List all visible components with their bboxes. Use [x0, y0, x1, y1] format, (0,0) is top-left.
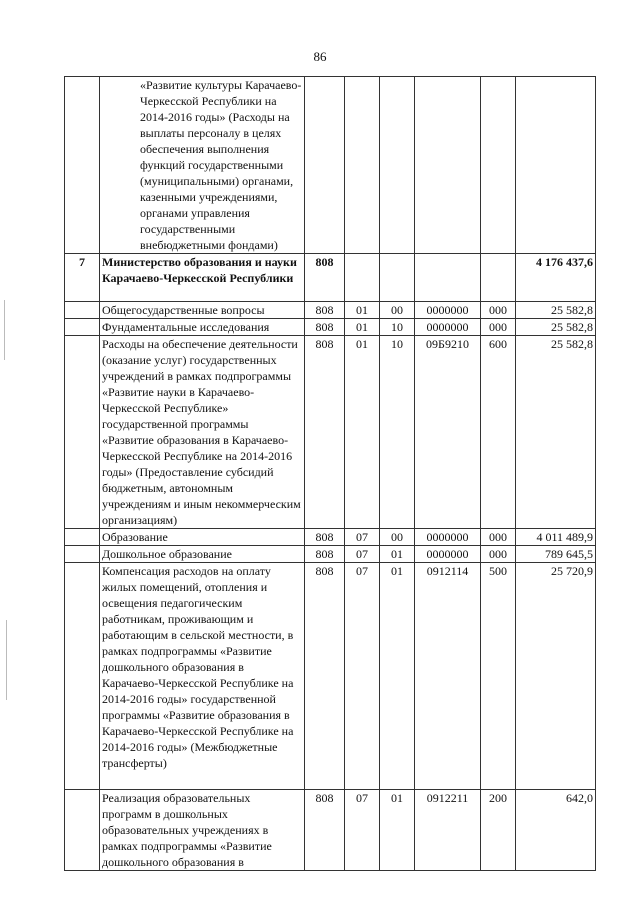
- table-row: [65, 790, 596, 871]
- row-number-cell: [65, 302, 100, 319]
- ministry-cell: [305, 77, 345, 254]
- amount-cell: 642,0: [516, 790, 596, 871]
- section-cell: 07: [345, 546, 380, 563]
- section-cell: 07: [345, 790, 380, 871]
- expense-type-cell: 000: [481, 302, 516, 319]
- amount-cell: 25 582,8: [516, 336, 596, 529]
- row-number-cell: [65, 77, 100, 254]
- table-row: [65, 546, 596, 563]
- table-row: [65, 77, 596, 254]
- page-number: 86: [313, 49, 327, 64]
- amount-cell: 25 582,8: [516, 302, 596, 319]
- expense-name-cell: Министерство образования и науки Карачаево-Черкесской Республики: [100, 254, 305, 302]
- target-article-cell: [415, 77, 481, 254]
- table-row: [65, 302, 596, 319]
- section-cell: 01: [345, 302, 380, 319]
- target-article-cell: [415, 254, 481, 302]
- expense-name-cell: Общегосударственные вопросы: [100, 302, 305, 319]
- table-row: [65, 254, 596, 302]
- target-article-cell: 09Б9210: [415, 336, 481, 529]
- ministry-cell: 808: [305, 254, 345, 302]
- ministry-cell: 808: [305, 302, 345, 319]
- expense-type-cell: [481, 77, 516, 254]
- expense-name-cell: Фундаментальные исследования: [100, 319, 305, 336]
- target-article-cell: 0912114: [415, 563, 481, 790]
- subsection-cell: 01: [380, 563, 415, 790]
- amount-cell: [516, 77, 596, 254]
- ministry-cell: 808: [305, 563, 345, 790]
- subsection-cell: 10: [380, 336, 415, 529]
- ministry-cell: 808: [305, 546, 345, 563]
- scan-mark: [6, 620, 7, 700]
- subsection-cell: 10: [380, 319, 415, 336]
- row-number-cell: [65, 319, 100, 336]
- section-cell: 01: [345, 319, 380, 336]
- expense-name-cell: Образование: [100, 529, 305, 546]
- section-cell: 01: [345, 336, 380, 529]
- amount-cell: 789 645,5: [516, 546, 596, 563]
- expense-type-cell: 200: [481, 790, 516, 871]
- expense-name-cell: Дошкольное образование: [100, 546, 305, 563]
- expense-type-cell: 000: [481, 319, 516, 336]
- expense-type-cell: [481, 254, 516, 302]
- expense-name-cell: «Развитие культуры Карачаево-Черкесской Республики на 2014-2016 годы» (Расходы на выплаты персоналу в целях обеспечения выполнения функций государственными (муниципальными) органами, казенными учреждениями, органами управления государственными внебюджетными фондами): [100, 77, 305, 254]
- subsection-cell: [380, 254, 415, 302]
- section-cell: [345, 254, 380, 302]
- row-number-cell: [65, 563, 100, 790]
- subsection-cell: 00: [380, 302, 415, 319]
- expense-type-cell: 000: [481, 529, 516, 546]
- ministry-cell: 808: [305, 529, 345, 546]
- target-article-cell: 0000000: [415, 529, 481, 546]
- expense-type-cell: 600: [481, 336, 516, 529]
- amount-cell: 25 582,8: [516, 319, 596, 336]
- subsection-cell: 01: [380, 546, 415, 563]
- budget-table: [64, 76, 596, 871]
- target-article-cell: 0000000: [415, 319, 481, 336]
- section-cell: [345, 77, 380, 254]
- table-row: [65, 563, 596, 790]
- expense-name-cell: Реализация образовательных программ в дошкольных образовательных учреждениях в рамках подпрограммы «Развитие дошкольного образования в: [100, 790, 305, 871]
- amount-cell: 25 720,9: [516, 563, 596, 790]
- row-number-cell: 7: [65, 254, 100, 302]
- row-number-cell: [65, 336, 100, 529]
- table-row: [65, 529, 596, 546]
- target-article-cell: 0912211: [415, 790, 481, 871]
- amount-cell: 4 011 489,9: [516, 529, 596, 546]
- scan-mark: [4, 300, 5, 360]
- section-cell: 07: [345, 563, 380, 790]
- ministry-cell: 808: [305, 336, 345, 529]
- expense-type-cell: 500: [481, 563, 516, 790]
- row-number-cell: [65, 529, 100, 546]
- amount-cell: 4 176 437,6: [516, 254, 596, 302]
- expense-name-cell: Компенсация расходов на оплату жилых помещений, отопления и освещения педагогическим работникам, проживающим и работающим в сельской местности, в рамках подпрограммы «Развитие дошкольного образования в Карачаево-Черкесской Республике на 2014-2016 годы» государственной программы «Развитие образования в Карачаево-Черкесской Республике на 2014-2016 годы» (Межбюджетные трансферты): [100, 563, 305, 790]
- expense-type-cell: 000: [481, 546, 516, 563]
- subsection-cell: 00: [380, 529, 415, 546]
- row-number-cell: [65, 790, 100, 871]
- subsection-cell: 01: [380, 790, 415, 871]
- row-number-cell: [65, 546, 100, 563]
- ministry-cell: 808: [305, 319, 345, 336]
- subsection-cell: [380, 77, 415, 254]
- section-cell: 07: [345, 529, 380, 546]
- target-article-cell: 0000000: [415, 546, 481, 563]
- table-row: [65, 336, 596, 529]
- table-row: [65, 319, 596, 336]
- target-article-cell: 0000000: [415, 302, 481, 319]
- ministry-cell: 808: [305, 790, 345, 871]
- expense-name-cell: Расходы на обеспечение деятельности (оказание услуг) государственных учреждений в рамках подпрограммы «Развитие науки в Карачаево-Черкесской Республике» государственной программы «Развитие образования в Карачаево-Черкесской Республике на 2014-2016 годы» (Предоставление субсидий бюджетным, автономным учреждениям и иным некоммерческим организациям): [100, 336, 305, 529]
